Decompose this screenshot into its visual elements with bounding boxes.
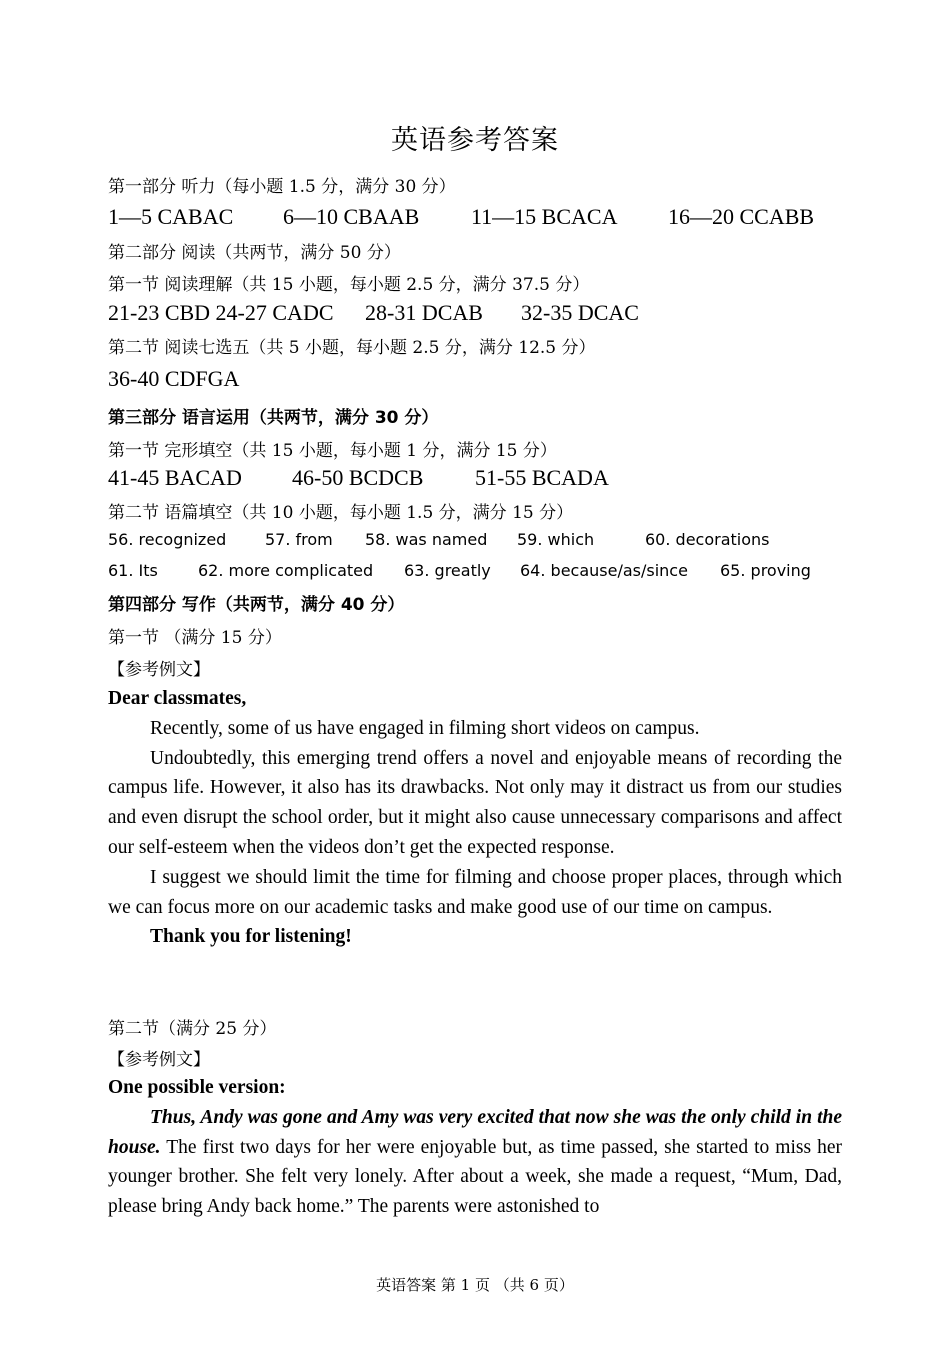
story-lead: Thus, Andy was gone and Amy was very excited that now she was the only child in the house. [108, 1106, 842, 1158]
sample-label: 【参考例文】 [108, 660, 210, 680]
letter-greeting: Dear classmates, [108, 688, 247, 709]
answer-group: 46-50 BCDCB [292, 465, 424, 490]
page-title: 英语参考答案 [391, 125, 559, 156]
letter-paragraph: Undoubtedly, this emerging trend offers a novel and enjoyable means of recording the campus life. However, it also has its drawbacks. Not only may it distract us from our studies and even disrupt the school order, but it might also cause unnecessary comparisons and affect our self-esteem when the videos don’t get the expected response. [108, 747, 842, 858]
fill-answer: 57. from [265, 530, 333, 549]
sample-story [108, 1073, 842, 1222]
answer-group: 1—5 CABAC [108, 204, 234, 229]
story-paragraph [108, 1103, 842, 1222]
fill-answer: 59. which [517, 530, 595, 549]
version-label: One possible version: [108, 1077, 286, 1098]
part4-heading: 第四部分 写作（共两节，满分 40 分） [108, 595, 405, 615]
part4-section2-heading: 第二节（满分 25 分） [108, 1019, 277, 1039]
part3-section2-heading: 第二节 语篇填空（共 10 小题，每小题 1.5 分，满分 15 分） [108, 503, 574, 523]
fill-answer: 61. Its [108, 561, 158, 580]
part2-section2-answers: 36-40 CDFGA [108, 366, 240, 391]
part2-heading: 第二部分 阅读（共两节，满分 50 分） [108, 243, 401, 263]
fill-answer: 63. greatly [404, 561, 491, 580]
answer-group: 51-55 BCADA [475, 465, 609, 490]
part2-section2-heading: 第二节 阅读七选五（共 5 小题，每小题 2.5 分，满分 12.5 分） [108, 338, 596, 358]
part3-section1-heading: 第一节 完形填空（共 15 小题，每小题 1 分，满分 15 分） [108, 441, 557, 461]
fill-answers-row-2 [0, 561, 950, 583]
answer-group: 21-23 CBD 24-27 CADC [108, 300, 334, 325]
sample-label: 【参考例文】 [108, 1050, 210, 1070]
answer-group: 11—15 BCACA [471, 204, 618, 229]
part4-section1-heading: 第一节 （满分 15 分） [108, 628, 282, 648]
part3-section1-answers [0, 465, 950, 493]
part1-answers [0, 204, 950, 232]
page-footer: 英语答案 第 1 页 （共 6 页） [376, 1276, 574, 1294]
part3-heading: 第三部分 语言运用（共两节，满分 30 分） [108, 408, 439, 428]
answer-group: 32-35 DCAC [521, 300, 639, 325]
letter-paragraph: Recently, some of us have engaged in filming short videos on campus. [150, 717, 700, 739]
answer-group: 16—20 CCABB [668, 204, 815, 229]
part1-heading: 第一部分 听力（每小题 1.5 分，满分 30 分） [108, 177, 456, 197]
fill-answer: 65. proving [720, 561, 811, 580]
letter-closing: Thank you for listening! [150, 926, 352, 948]
fill-answers-row-1 [0, 530, 950, 552]
part2-section1-answers [0, 300, 950, 328]
fill-answer: 60. decorations [645, 530, 770, 549]
answer-group: 41-45 BACAD [108, 465, 242, 490]
fill-answer: 62. more complicated [198, 561, 374, 580]
answer-group: 6—10 CBAAB [283, 204, 420, 229]
sample-letter [108, 684, 842, 952]
part2-section1-heading: 第一节 阅读理解（共 15 小题，每小题 2.5 分，满分 37.5 分） [108, 275, 590, 295]
answer-group: 28-31 DCAB [365, 300, 483, 325]
letter-paragraph: I suggest we should limit the time for filming and choose proper places, through which we can focus more on our academic tasks and make good use of our time on campus. [108, 866, 842, 918]
fill-answer: 64. because/as/since [520, 561, 688, 580]
fill-answer: 56. recognized [108, 530, 227, 549]
fill-answer: 58. was named [365, 530, 488, 549]
story-text: The first two days for her were enjoyable but, as time passed, she started to miss her younger brother. She felt very lonely. After about a week, she made a request, “Mum, Dad, please bring Andy back home.” The parents were astonished to [108, 1136, 842, 1218]
